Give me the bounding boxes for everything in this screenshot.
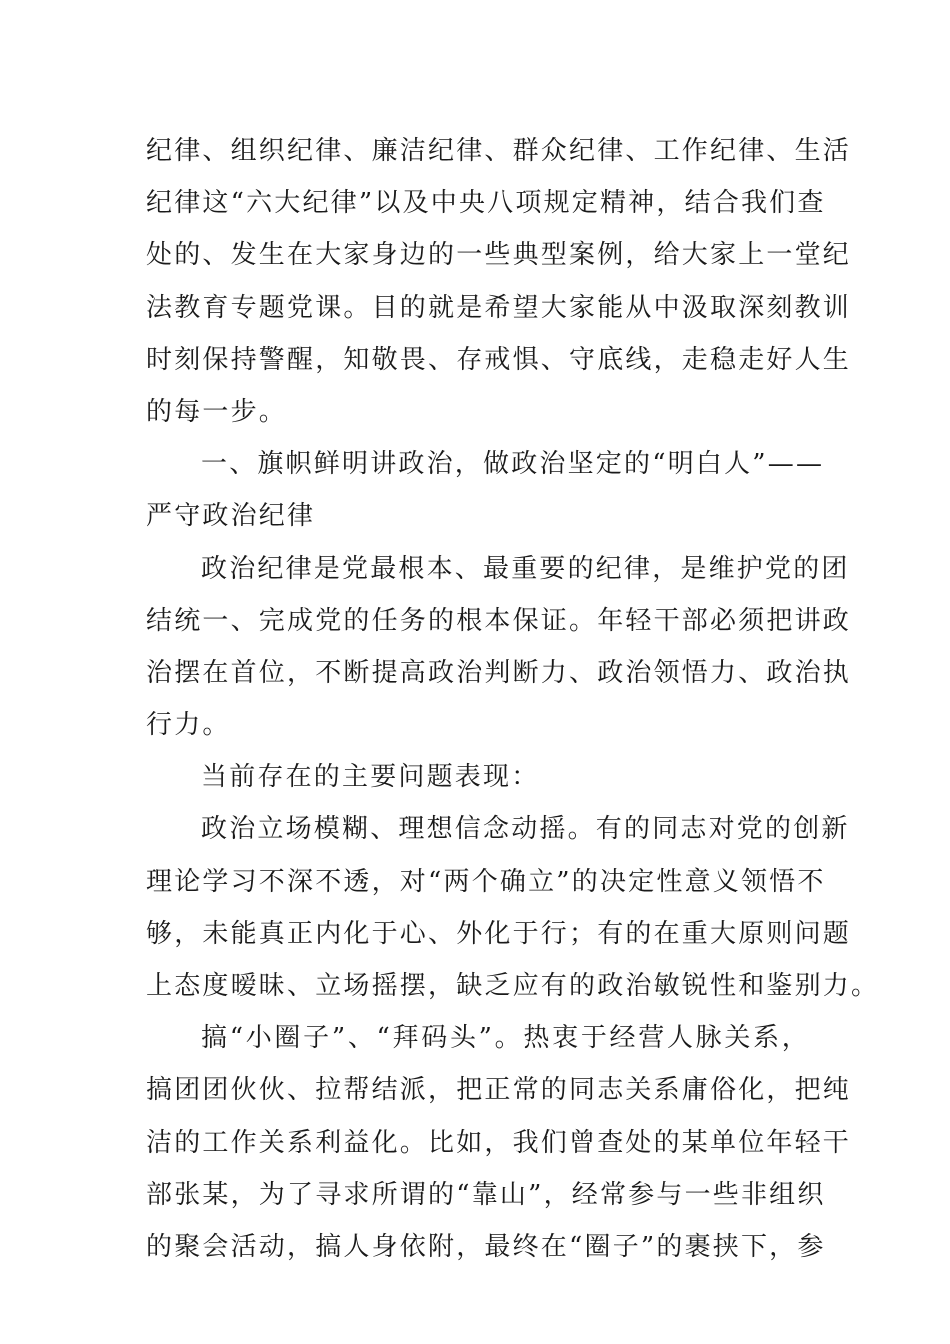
body-text	[146, 125, 880, 1273]
text-line: 洁的工作关系利益化。比如，我们曾查处的某单位年轻干	[146, 1127, 852, 1158]
text-line: 法教育专题党课。目的就是希望大家能从中汲取深刻教训	[146, 292, 852, 323]
text-line: 时刻保持警醒，知敬畏、存戒惧、守底线，走稳走好人生	[146, 344, 852, 375]
text-line: 搞“小圈子”、“拜码头”。热衷于经营人脉关系，	[201, 1023, 810, 1054]
text-line: 上态度暧昧、立场摇摆，缺乏应有的政治敏锐性和鉴别力。	[146, 971, 880, 1001]
section-heading-line: 严守政治纪律	[146, 501, 316, 532]
text-line: 处的、发生在大家身边的一些典型案例，给大家上一堂纪	[146, 240, 852, 271]
text-line: 当前存在的主要问题表现：	[201, 762, 540, 793]
text-line: 纪律、组织纪律、廉洁纪律、群众纪律、工作纪律、生活	[146, 136, 852, 166]
text-line: 搞团团伙伙、拉帮结派，把正常的同志关系庸俗化，把纯	[146, 1075, 852, 1106]
text-line: 理论学习不深不透，对“两个确立”的决定性意义领悟不	[146, 866, 826, 897]
text-line: 纪律这“六大纪律”以及中央八项规定精神，结合我们查	[146, 188, 826, 219]
text-line: 够，未能真正内化于心、外化于行；有的在重大原则问题	[146, 918, 852, 949]
text-line: 结统一、完成党的任务的根本保证。年轻干部必须把讲政	[146, 605, 852, 636]
text-line: 政治立场模糊、理想信念动摇。有的同志对党的创新	[201, 814, 850, 845]
section-heading-line: 一、旗帜鲜明讲政治，做政治坚定的“明白人”——	[201, 449, 825, 480]
text-line: 治摆在首位，不断提高政治判断力、政治领悟力、政治执	[146, 657, 852, 688]
text-line: 的每一步。	[146, 396, 288, 427]
text-line: 的聚会活动，搞人身依附，最终在“圈子”的裹挟下，参	[146, 1231, 826, 1262]
text-line: 行力。	[146, 710, 231, 741]
text-line: 部张某，为了寻求所谓的“靠山”，经常参与一些非组织	[146, 1179, 826, 1210]
text-line: 政治纪律是党最根本、最重要的纪律，是维护党的团	[201, 553, 850, 584]
